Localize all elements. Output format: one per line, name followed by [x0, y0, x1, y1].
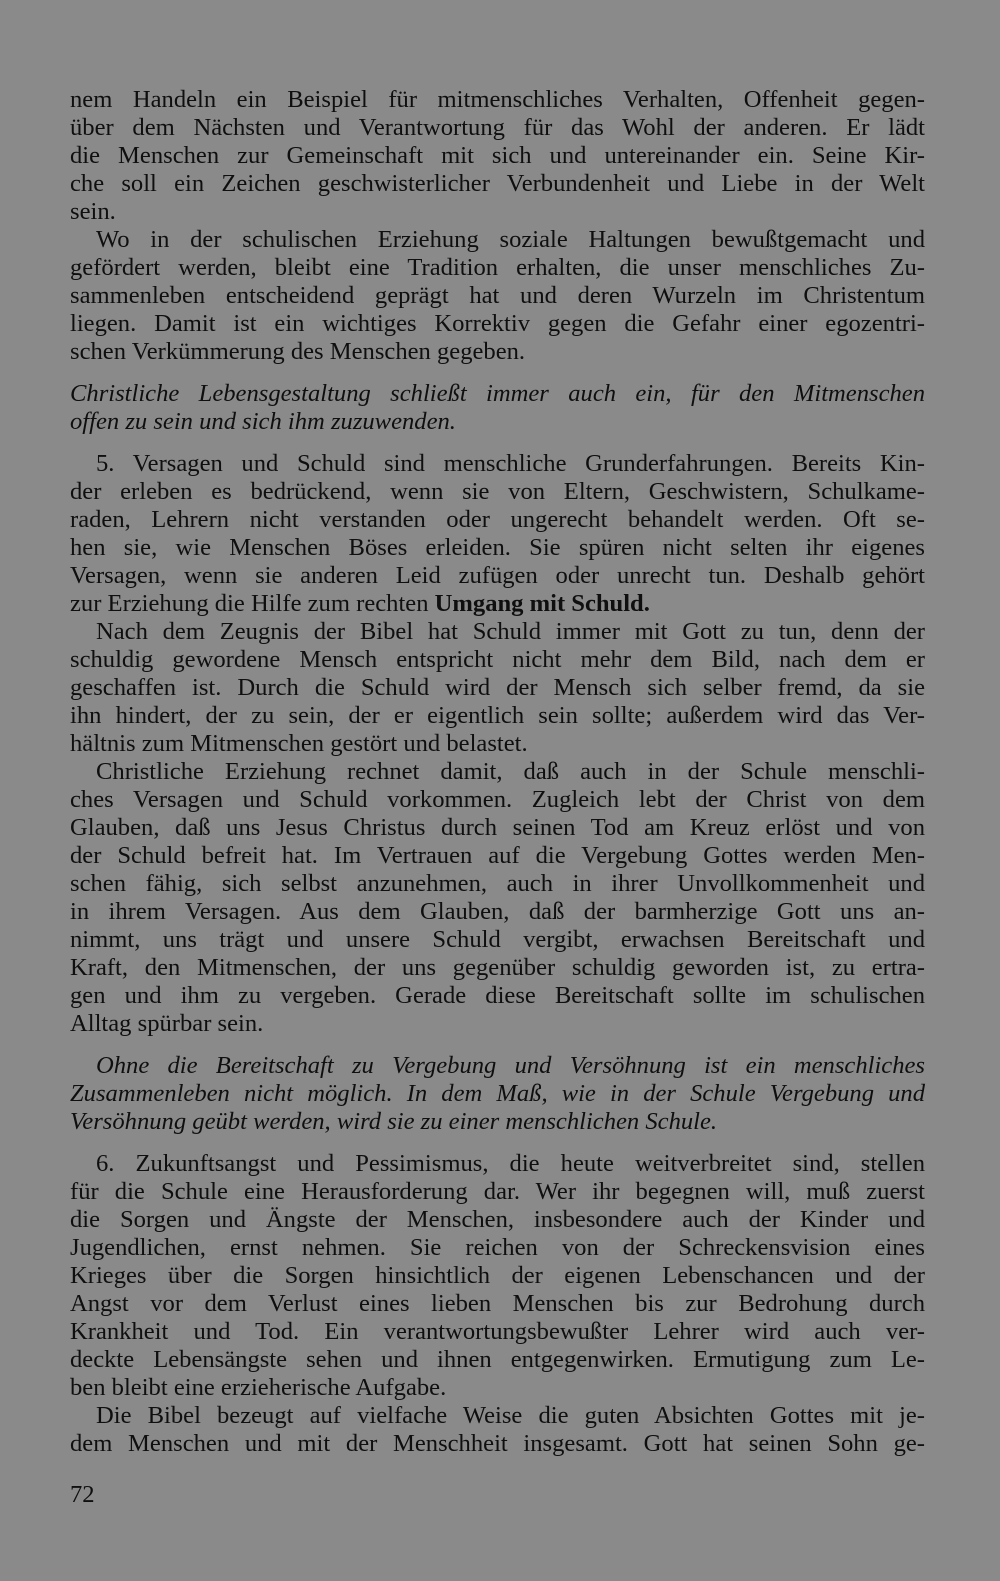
text-line: über dem Nächsten und Verantwortung für das Wohl der anderen. Er lädt — [70, 114, 925, 141]
text-line: Glauben, daß uns Jesus Christus durch seinen Tod am Kreuz erlöst und von — [70, 814, 925, 841]
text-line: ihn hindert, der zu sein, der er eigentlich sein sollte; außerdem wird das Ver- — [70, 702, 925, 729]
text-line: nimmt, uns trägt und unsere Schuld vergibt, erwachsen Bereitschaft und — [70, 926, 925, 953]
text-line: Krieges über die Sorgen hinsichtlich der eigenen Lebenschancen und der — [70, 1262, 925, 1289]
text-line: gen und ihm zu vergeben. Gerade diese Bereitschaft sollte im schulischen — [70, 982, 925, 1009]
text-line: liegen. Damit ist ein wichtiges Korrektiv gegen die Gefahr einer egozentri- — [70, 310, 925, 337]
text-line: schen fähig, sich selbst anzunehmen, auch in ihrer Unvollkommenheit und — [70, 870, 925, 897]
text-line: Alltag spürbar sein. — [70, 1010, 264, 1037]
text-line — [70, 590, 925, 618]
text-line: ches Versagen und Schuld vorkommen. Zugleich lebt der Christ von dem — [70, 786, 925, 813]
text-line: sein. — [70, 198, 116, 225]
text-line: dem Menschen und mit der Menschheit insgesamt. Gott hat seinen Sohn ge- — [70, 1430, 925, 1457]
text-line: che soll ein Zeichen geschwisterlicher Verbundenheit und Liebe in der Welt — [70, 170, 925, 197]
text-line: Wo in der schulischen Erziehung soziale Haltungen bewußtgemacht und — [96, 226, 925, 253]
text-line: deckte Lebensängste sehen und ihnen entgegenwirken. Ermutigung zum Le- — [70, 1346, 925, 1373]
text-line: Jugendlichen, ernst nehmen. Sie reichen von der Schreckensvision eines — [70, 1234, 925, 1261]
text-line: Christliche Erziehung rechnet damit, daß auch in der Schule menschli- — [96, 758, 925, 785]
page-number: 72 — [70, 1481, 95, 1508]
text-line: ben bleibt eine erzieherische Aufgabe. — [70, 1374, 447, 1401]
text-line: 6. Zukunftsangst und Pessimismus, die heute weitverbreitet sind, stellen — [96, 1150, 925, 1177]
text-line: schen Verkümmerung des Menschen gegeben. — [70, 338, 526, 365]
text-line: schuldig gewordene Mensch entspricht nicht mehr dem Bild, nach dem er — [70, 646, 925, 673]
text-line: raden, Lehrern nicht verstanden oder ungerecht behandelt werden. Oft se- — [70, 506, 925, 533]
text-line: sammenleben entscheidend geprägt hat und deren Wurzeln im Christentum — [70, 282, 925, 309]
text-line: für die Schule eine Herausforderung dar. Wer ihr begegnen will, muß zuerst — [70, 1178, 925, 1205]
text-line: 5. Versagen und Schuld sind menschliche Grunderfahrungen. Bereits Kin- — [96, 450, 925, 477]
italic-summary-line: offen zu sein und sich ihm zuzuwenden. — [70, 408, 456, 435]
text-segment: zur Erziehung die Hilfe zum rechten — [70, 590, 435, 617]
text-line: gefördert werden, bleibt eine Tradition erhalten, die unser menschliches Zu- — [70, 254, 925, 281]
text-line: die Menschen zur Gemeinschaft mit sich und untereinander ein. Seine Kir- — [70, 142, 925, 169]
text-line: in ihrem Versagen. Aus dem Glauben, daß der barmherzige Gott uns an- — [70, 898, 925, 925]
text-line: die Sorgen und Ängste der Menschen, insbesondere auch der Kinder und — [70, 1206, 925, 1233]
text-line: der erleben es bedrückend, wenn sie von Eltern, Geschwistern, Schulkame- — [70, 478, 925, 505]
text-line: Nach dem Zeugnis der Bibel hat Schuld immer mit Gott zu tun, denn der — [96, 618, 925, 645]
text-line: hältnis zum Mitmenschen gestört und belastet. — [70, 730, 528, 757]
text-line: Versagen, wenn sie anderen Leid zufügen oder unrecht tun. Deshalb gehört — [70, 562, 925, 589]
italic-summary-line: Ohne die Bereitschaft zu Vergebung und Versöhnung ist ein menschliches — [96, 1052, 925, 1079]
italic-summary-line: Versöhnung geübt werden, wird sie zu einer menschlichen Schule. — [70, 1108, 718, 1135]
text-line: Krankheit und Tod. Ein verantwortungsbewußter Lehrer wird auch ver- — [70, 1318, 925, 1345]
text-line: geschaffen ist. Durch die Schuld wird der Mensch sich selber fremd, da sie — [70, 674, 925, 701]
text-line: der Schuld befreit hat. Im Vertrauen auf die Vergebung Gottes werden Men- — [70, 842, 925, 869]
text-line: nem Handeln ein Beispiel für mitmenschliches Verhalten, Offenheit gegen- — [70, 86, 925, 113]
text-line: Kraft, den Mitmenschen, der uns gegenüber schuldig geworden ist, zu ertra- — [70, 954, 925, 981]
italic-summary-line: Zusammenleben nicht möglich. In dem Maß, wie in der Schule Vergebung und — [70, 1080, 925, 1107]
text-line: hen sie, wie Menschen Böses erleiden. Sie spüren nicht selten ihr eigenes — [70, 534, 925, 561]
text-line: Angst vor dem Verlust eines lieben Menschen bis zur Bedrohung durch — [70, 1290, 925, 1317]
emphasized-term: Umgang mit Schuld. — [434, 590, 650, 617]
italic-summary-line: Christliche Lebensgestaltung schließt immer auch ein, für den Mitmenschen — [70, 380, 925, 407]
text-line: Die Bibel bezeugt auf vielfache Weise die guten Absichten Gottes mit je- — [96, 1402, 925, 1429]
